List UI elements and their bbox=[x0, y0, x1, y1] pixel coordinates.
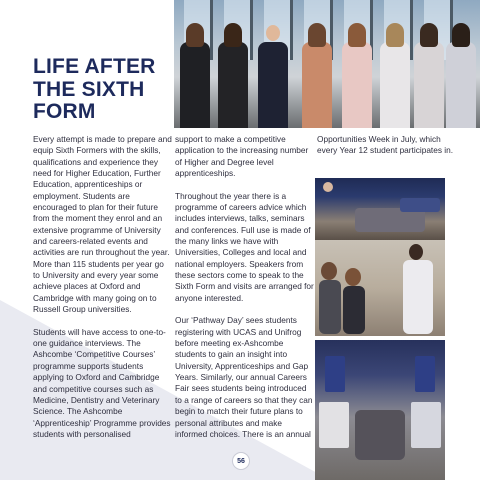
title-line: FORM bbox=[33, 100, 96, 123]
title-line: THE SIXTH bbox=[33, 77, 145, 101]
paragraph: Students will have access to one-to-one guidance interviews. The Ashcombe ‘Competitive Courses’ programme supports students applying to Oxford and Cambridge and competitive courses such as Medicine, Dentistry and Veterinary Science. The Ashcombe ‘Apprenticeship’ Programme provides students with personalised bbox=[33, 326, 171, 439]
paragraph: support to make a competitive application to the increasing number of Higher and Degree level apprenticeships. bbox=[175, 134, 309, 179]
students-photo bbox=[315, 240, 445, 336]
text-column-1 bbox=[33, 134, 173, 452]
title-line: LIFE AFTER bbox=[33, 55, 156, 78]
paragraph: Throughout the year there is a programme of careers advice which includes interviews, talks, seminars and conferences. Full use is made of the many links we have with Universities, Colleges and local and national employers. Speakers from these sectors come to speak to the Sixth Form and visits are arranged for anyone interested. bbox=[175, 190, 314, 303]
paragraph: Our ‘Pathway Day’ sees students registering with UCAS and Unifrog before meeting ex-Ashcombe students to gain an insight into University, Apprenticeships and Gap Years. Similarly, our annual Careers Fair sees students being introduced to a range of careers so that they can begin to match their future plans to personal attributes and make informed choices. There is an annual bbox=[175, 315, 313, 439]
group-photo bbox=[174, 0, 480, 128]
page-number: 56 bbox=[232, 452, 250, 470]
page-title bbox=[33, 56, 173, 124]
careers-fair-photo bbox=[315, 340, 445, 480]
text-column-2 bbox=[175, 134, 315, 451]
seminar-photo bbox=[315, 178, 445, 240]
text-column-3 bbox=[317, 134, 457, 168]
paragraph: Every attempt is made to prepare and equip Sixth Formers with the skills, qualifications and experience they need for Higher Education, Further Education, apprenticeships or employment. Students are encouraged to plan for their future from the moment they enrol and an extensive programme of University and careers-related events and activities are run throughout the year. More than 115 students per year go to University and every year some achieve places at Oxford and Cambridge with many going on to Russell Group universities. bbox=[33, 134, 172, 315]
paragraph: Opportunities Week in July, which every Year 12 student participates in. bbox=[317, 134, 454, 156]
